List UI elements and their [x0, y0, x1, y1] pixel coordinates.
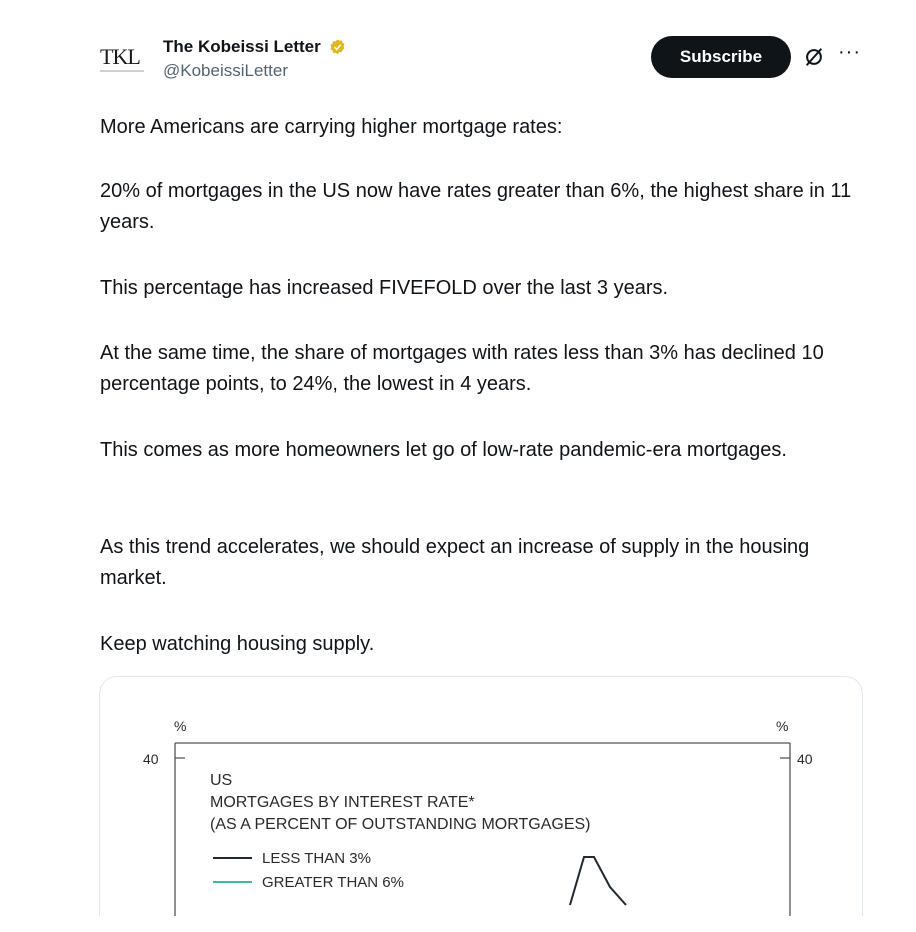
tweet-paragraph: More Americans are carrying higher mortgage rates: — [100, 116, 563, 138]
chart — [100, 677, 863, 916]
right-tick-label-40: 40 — [797, 751, 813, 767]
media-card[interactable] — [99, 676, 863, 916]
subscribe-button[interactable]: Subscribe — [651, 36, 791, 78]
display-name[interactable]: The Kobeissi Letter — [163, 37, 321, 56]
left-tick-label-40: 40 — [143, 751, 159, 767]
tweet-paragraph: At the same time, the share of mortgages with rates less than 3% has declined 10 percentage points, to 24%, the lowest in 4 years. — [100, 342, 824, 395]
legend-label-less-than-3: LESS THAN 3% — [262, 850, 371, 867]
verified-badge-icon[interactable] — [328, 38, 347, 57]
chart-region-label: US — [210, 772, 233, 789]
left-axis-unit: % — [174, 718, 187, 734]
grok-icon[interactable] — [803, 46, 825, 68]
logo-underline — [100, 70, 144, 72]
chart-title: MORTGAGES BY INTEREST RATE* — [210, 794, 475, 811]
legend-label-greater-than-6: GREATER THAN 6% — [262, 874, 404, 891]
right-axis-unit: % — [776, 718, 789, 734]
chart-subtitle: (AS A PERCENT OF OUTSTANDING MORTGAGES) — [210, 816, 591, 833]
tweet-paragraph: Keep watching housing supply. — [100, 633, 375, 655]
account-handle[interactable]: @KobeissiLetter — [163, 61, 288, 80]
account-logo[interactable] — [100, 42, 150, 80]
tweet-paragraph: This comes as more homeowners let go of low-rate pandemic-era mortgages. — [100, 439, 787, 461]
series-line-less-than-3 — [570, 857, 626, 905]
tweet-paragraph: As this trend accelerates, we should expect an increase of supply in the housing market. — [100, 536, 810, 589]
tweet-paragraph: 20% of mortgages in the US now have rates greater than 6%, the highest share in 11 years. — [100, 180, 852, 233]
logo-text: TKL — [100, 44, 140, 69]
more-dots-icon[interactable]: ··· — [838, 41, 861, 63]
tweet-header — [100, 34, 880, 94]
tweet-paragraph: This percentage has increased FIVEFOLD over the last 3 years. — [100, 277, 669, 299]
account-name-block — [163, 37, 347, 81]
